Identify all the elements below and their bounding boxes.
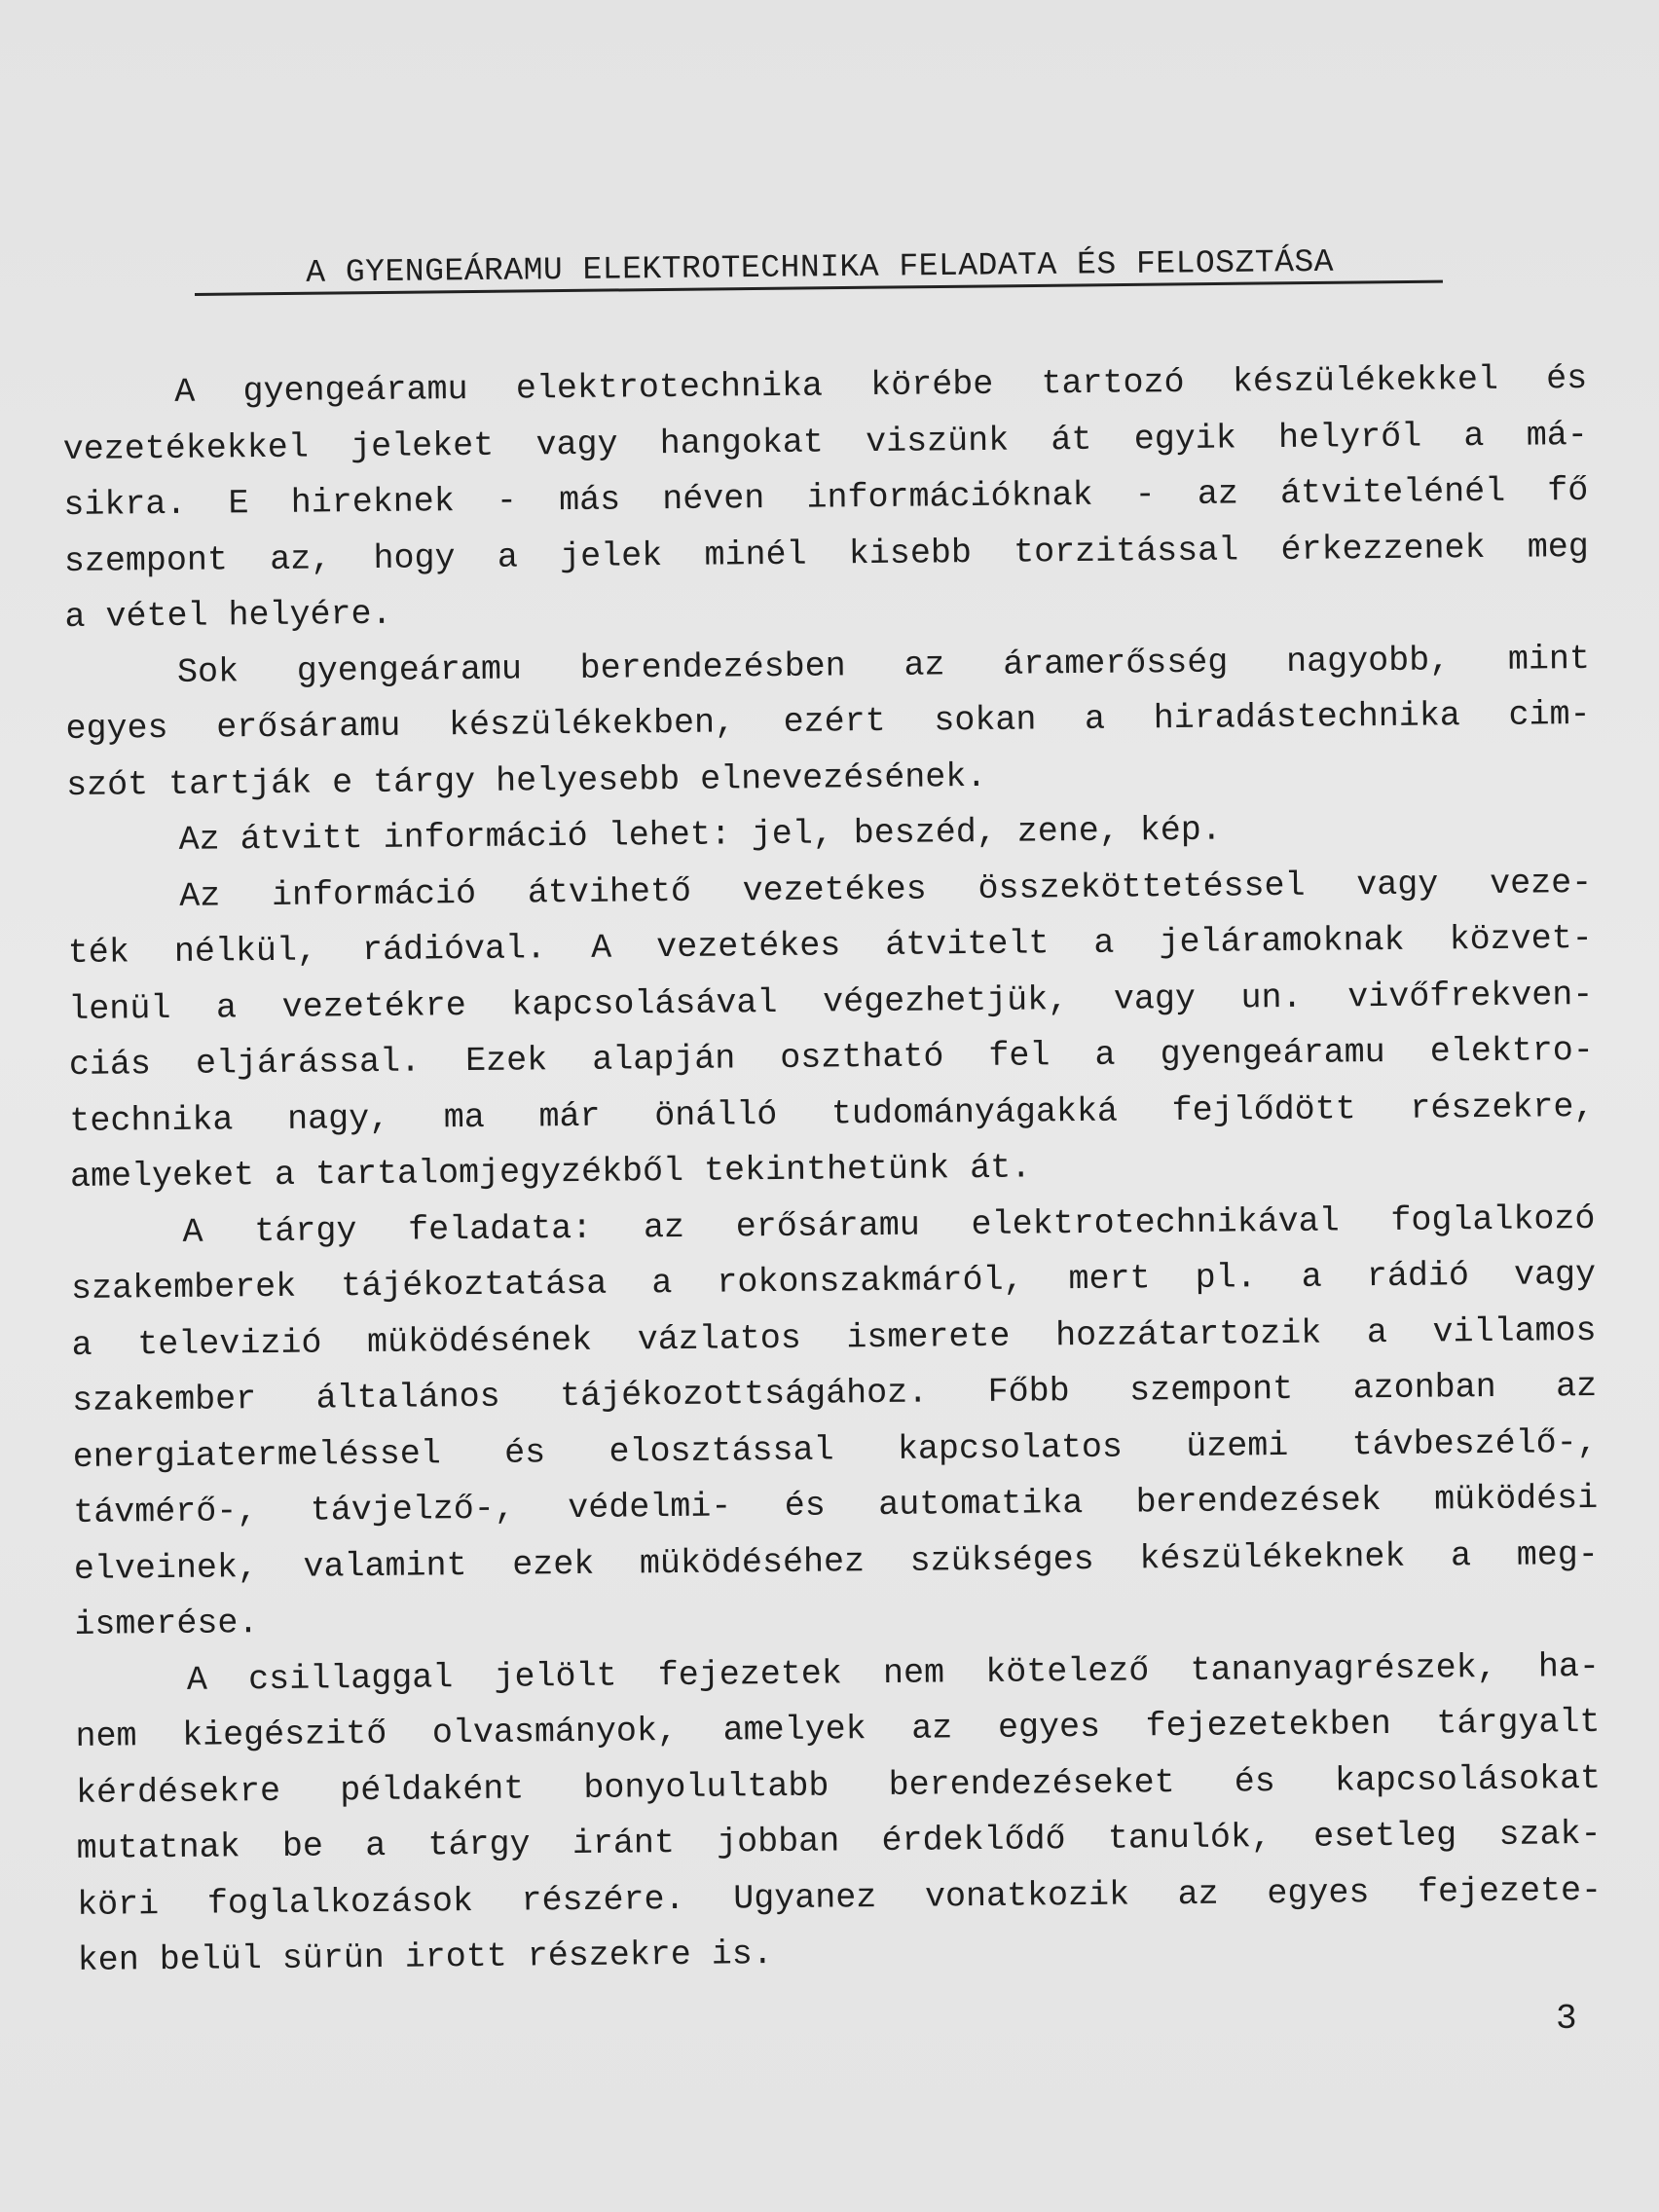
text-line: Sok gyengeáramu berendezésben az áramerősség nagyobb, mint	[176, 639, 1591, 692]
page-title: A GYENGEÁRAMU ELEKTROTECHNIKA FELADATA ÉS FELOSZTÁSA	[306, 243, 1335, 291]
text-line: ciás eljárással. Ezek alapján osztható fel a gyengeáramu elektro-	[68, 1030, 1595, 1085]
text-line: ték nélkül, rádióval. A vezetékes átvitelt a jeláramoknak közvet-	[67, 918, 1593, 973]
text-line: Az átvitt információ lehet: jel, beszéd, zene, kép.	[178, 810, 1223, 860]
text-line: ken belül sürün irott részekre is.	[77, 1935, 774, 1980]
page-number: 3	[1556, 1999, 1577, 2039]
body-text	[62, 351, 1603, 1989]
text-line: szempont az, hogy a jelek minél kisebb torzitással érkezzenek meg	[63, 527, 1590, 581]
text-line: elveinek, valamint ezek müködéséhez szükséges készülékeknek a meg-	[73, 1534, 1599, 1589]
text-line: amelyeket a tartalomjegyzékből tekinthetünk át.	[69, 1148, 1032, 1197]
text-line: ismerése.	[74, 1604, 259, 1644]
text-line: lenül a vezetékre kapcsolásával végezhetjük, vagy un. vivőfrekven-	[68, 975, 1594, 1029]
text-line: A csillaggal jelölt fejezetek nem kötelező tananyagrészek, ha-	[186, 1646, 1601, 1700]
text-line: távmérő-, távjelző-, védelmi- és automatika berendezések müködési	[73, 1478, 1599, 1532]
text-line: A tárgy feladata: az erősáramu elektrotechnikával foglalkozó	[182, 1198, 1596, 1252]
text-line: szakember általános tájékozottságához. Főbb szempont azonban az	[72, 1366, 1598, 1420]
text-line: Az információ átvihető vezetékes összeköttetéssel vagy veze-	[179, 863, 1593, 916]
text-line: szót tartják e tárgy helyesebb elnevezésének.	[65, 756, 987, 805]
text-line: vezetékekkel jeleket vagy hangokat viszünk át egyik helyről a má-	[62, 415, 1588, 469]
text-line: kérdésekre példaként bonyolultabb berendezéseket és kapcsolásokat	[75, 1758, 1602, 1813]
text-line: mutatnak be a tárgy iránt jobban érdeklődő tanulók, esetleg szak-	[76, 1814, 1602, 1868]
text-line: sikra. E hireknek - más néven információknak - az átvitelénél fő	[63, 470, 1589, 525]
text-line: szakemberek tájékoztatása a rokonszakmáról, mert pl. a rádió vagy	[70, 1254, 1597, 1309]
text-line: egyes erősáramu készülékekben, ezért sokan a hiradástechnika cim-	[65, 694, 1591, 749]
text-line: nem kiegészitő olvasmányok, amelyek az egyes fejezetekben tárgyalt	[75, 1702, 1601, 1756]
text-line: a televizió müködésének vázlatos ismerete hozzátartozik a villamos	[71, 1310, 1597, 1365]
text-line: a vétel helyére.	[64, 594, 392, 637]
text-line: köri foglalkozások részére. Ugyanez vonatkozik az egyes fejezete-	[76, 1870, 1603, 1925]
text-line: technika nagy, ma már önálló tudományágakká fejlődött részekre,	[69, 1087, 1595, 1141]
text-line: A gyengeáramu elektrotechnika körébe tartozó készülékekkel és	[174, 358, 1588, 412]
text-line: energiatermeléssel és elosztással kapcsolatos üzemi távbeszélő-,	[72, 1422, 1598, 1477]
